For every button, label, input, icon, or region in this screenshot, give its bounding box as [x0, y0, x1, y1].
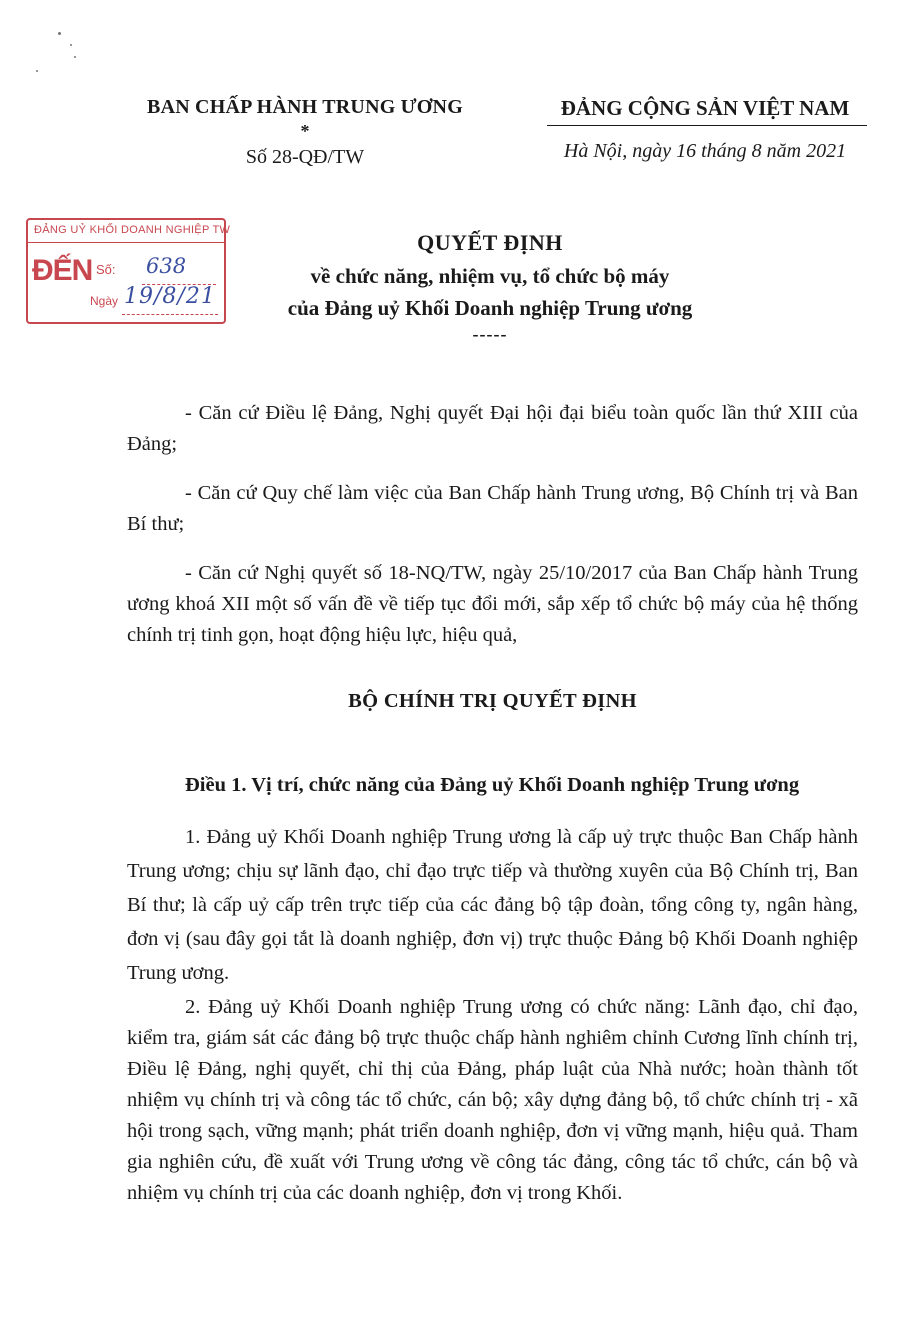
stamp-divider: [28, 242, 224, 243]
party-name: ĐẢNG CỘNG SẢN VIỆT NAM: [560, 96, 850, 120]
title-separator: -----: [472, 324, 508, 344]
place-date: Hà Nội, ngày 16 tháng 8 năm 2021: [563, 140, 847, 162]
received-stamp: [26, 218, 231, 324]
scan-speck: [74, 56, 76, 58]
article-1-clause: [127, 820, 858, 990]
document-number: Số 28-QĐ/TW: [245, 146, 365, 168]
stamp-organization: ĐẢNG UỶ KHỐI DOANH NGHIỆP TW: [34, 224, 231, 236]
stamp-den-label: ĐẾN: [32, 254, 93, 287]
decision-heading: BỘ CHÍNH TRỊ QUYẾT ĐỊNH: [348, 690, 637, 712]
stamp-number-label: Số:: [96, 262, 116, 277]
article-1-clause: [127, 992, 858, 1209]
header-star: *: [300, 121, 310, 141]
party-name-underline: [547, 125, 867, 126]
preamble-item: [127, 558, 858, 651]
preamble-text: - Căn cứ Nghị quyết số 18-NQ/TW, ngày 25/10/2017 của Ban Chấp hành Trung ương khoá XII một số vấn đề về tiếp tục đổi mới, sắp xếp tổ chức bộ máy của hệ thống chính trị tinh gọn, hoạt động hiệu lực, hiệu quả,: [127, 562, 858, 646]
preamble-text: - Căn cứ Quy chế làm việc của Ban Chấp hành Trung ương, Bộ Chính trị và Ban Bí thư;: [127, 482, 858, 535]
preamble-text: - Căn cứ Điều lệ Đảng, Nghị quyết Đại hội đại biểu toàn quốc lần thứ XIII của Đảng;: [127, 402, 858, 455]
document-subtitle-line2: của Đảng uỷ Khối Doanh nghiệp Trung ương: [287, 296, 693, 320]
article-1-heading: Điều 1. Vị trí, chức năng của Đảng uỷ Khối Doanh nghiệp Trung ương: [185, 774, 800, 796]
document-title: QUYẾT ĐỊNH: [417, 230, 563, 255]
preamble-item: [127, 478, 858, 540]
clause-text: 2. Đảng uỷ Khối Doanh nghiệp Trung ương có chức năng: Lãnh đạo, chỉ đạo, kiểm tra, giám sát các đảng bộ trực thuộc chấp hành nghiêm chỉnh Cương lĩnh chính trị, Điều lệ Đảng, nghị quyết, chỉ thị của Đảng, pháp luật của Nhà nước; hoàn thành tốt nhiệm vụ chính trị và công tác tổ chức, cán bộ; xây dựng đảng bộ, tổ chức chính trị - xã hội trong sạch, vững mạnh; phát triển doanh nghiệp, đơn vị vững mạnh, hiệu quả. Tham gia nghiên cứu, đề xuất với Trung ương về công tác đảng, công tác tổ chức, cán bộ và nhiệm vụ chính trị của các doanh nghiệp, đơn vị trong Khối.: [127, 996, 858, 1204]
scan-speck: [58, 32, 61, 35]
scan-speck: [36, 70, 38, 72]
issuing-body: BAN CHẤP HÀNH TRUNG ƯƠNG: [147, 96, 463, 118]
scan-speck: [70, 44, 72, 46]
preamble-item: [127, 398, 858, 460]
document-subtitle-line1: về chức năng, nhiệm vụ, tổ chức bộ máy: [310, 264, 670, 288]
stamp-number-value: 638: [146, 254, 187, 278]
clause-text: 1. Đảng uỷ Khối Doanh nghiệp Trung ương là cấp uỷ trực thuộc Ban Chấp hành Trung ương; chịu sự lãnh đạo, chỉ đạo trực tiếp và thường xuyên của Bộ Chính trị, Ban Bí thư; là cấp uỷ cấp trên trực tiếp của các đảng bộ tập đoàn, tổng công ty, ngân hàng, đơn vị (sau đây gọi tắt là doanh nghiệp, đơn vị) trực thuộc Đảng bộ Khối Doanh nghiệp Trung ương.: [127, 826, 858, 984]
stamp-date-label: Ngày: [90, 294, 119, 308]
stamp-date-value: 19/8/21: [124, 284, 216, 309]
